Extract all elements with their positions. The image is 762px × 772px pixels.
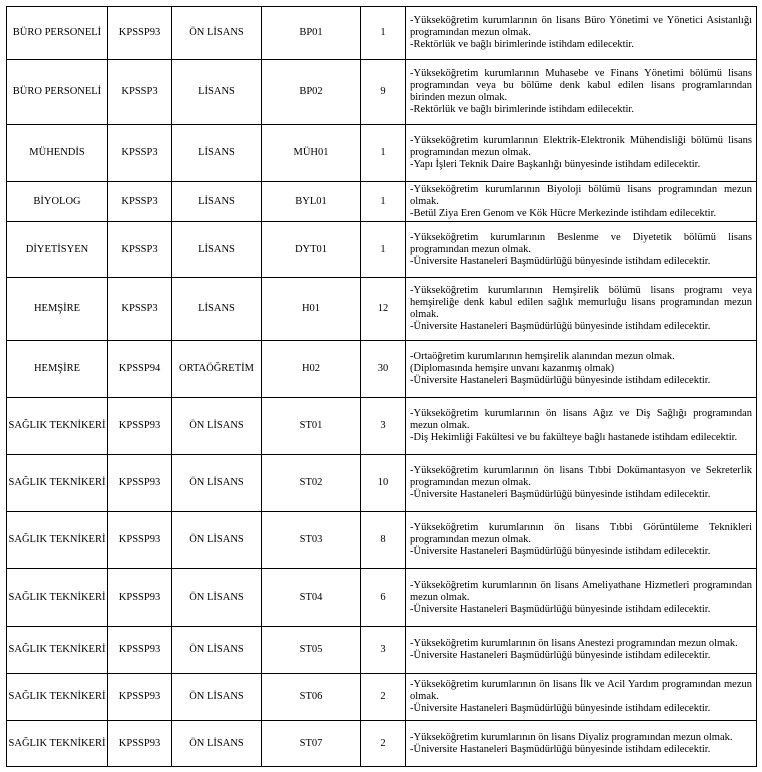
requirement-line: -Yükseköğretim kurumlarının Biyoloji bölümü lisans programından mezun olmak. <box>410 183 752 207</box>
exam-type: KPSSP93 <box>108 721 172 767</box>
requirement-line: -Yükseköğretim kurumlarının ön lisans Tıbbi Görüntüleme Teknikleri programından mezun olmak. <box>410 522 752 545</box>
position-code: H02 <box>262 341 361 398</box>
exam-type: KPSSP3 <box>108 182 172 222</box>
position-code: ST03 <box>262 512 361 569</box>
position-code: BYL01 <box>262 182 361 222</box>
position-count: 1 <box>361 182 406 222</box>
position-count: 2 <box>361 674 406 721</box>
table-row <box>7 125 757 182</box>
position-title: SAĞLIK TEKNİKERİ <box>7 627 108 674</box>
position-count: 1 <box>361 222 406 278</box>
table-row <box>7 182 757 222</box>
requirement-line: -Üniversite Hastaneleri Başmüdürlüğü bünyesinde istihdam edilecektir. <box>410 255 711 267</box>
requirement-line: -Üniversite Hastaneleri Başmüdürlüğü bünyesinde istihdam edilecektir. <box>410 375 711 386</box>
requirement-line: -Yükseköğretim kurumlarının Hemşirelik bölümü lisans programı veya hemşireliğe denk kabul edilen sağlık memurluğu lisans programından mezun olmak. <box>410 285 752 320</box>
position-title: SAĞLIK TEKNİKERİ <box>7 674 108 721</box>
position-title: SAĞLIK TEKNİKERİ <box>7 455 108 512</box>
requirement-line: -Betül Ziya Eren Genom ve Kök Hücre Merkezinde istihdam edilecektir. <box>410 207 717 219</box>
requirement-line: -Ortaöğretim kurumlarının hemşirelik alanından mezun olmak. <box>410 351 675 362</box>
education-level: ÖN LİSANS <box>172 398 262 455</box>
requirement-line: -Üniversite Hastaneleri Başmüdürlüğü bünyesinde istihdam edilecektir. <box>410 743 711 755</box>
requirement-line: -Üniversite Hastaneleri Başmüdürlüğü bünyesinde istihdam edilecektir. <box>410 603 711 615</box>
requirements <box>406 125 757 182</box>
table-row <box>7 512 757 569</box>
table-row <box>7 278 757 341</box>
education-level: ÖN LİSANS <box>172 7 262 60</box>
position-title: HEMŞİRE <box>7 341 108 398</box>
table-row <box>7 398 757 455</box>
requirement-line: -Yükseköğretim kurumlarının ön lisans Büro Yönetimi ve Yönetici Asistanlığı programından mezun olmak. <box>410 15 752 38</box>
position-count: 10 <box>361 455 406 512</box>
exam-type: KPSSP93 <box>108 569 172 627</box>
position-title: BÜRO PERSONELİ <box>7 60 108 125</box>
exam-type: KPSSP3 <box>108 278 172 341</box>
position-title: DİYETİSYEN <box>7 222 108 278</box>
requirements <box>406 182 757 222</box>
requirement-line: -Yükseköğretim kurumlarının ön lisans İlk ve Acil Yardım programından mezun olmak. <box>410 679 752 702</box>
requirement-line: -Yükseköğretim kurumlarının Elektrik-Elektronik Mühendisliği bölümü lisans programından mezun olmak. <box>410 135 752 158</box>
table-row <box>7 7 757 60</box>
exam-type: KPSSP93 <box>108 455 172 512</box>
position-code: BP02 <box>262 60 361 125</box>
table-row <box>7 341 757 398</box>
requirement-line: -Yükseköğretim kurumlarının ön lisans Tıbbi Dokümantasyon ve Sekreterlik programından mezun olmak. <box>410 465 752 488</box>
positions-table <box>6 6 757 767</box>
education-level: ORTAÖĞRETİM <box>172 341 262 398</box>
table-row <box>7 569 757 627</box>
position-title: SAĞLIK TEKNİKERİ <box>7 569 108 627</box>
position-code: ST01 <box>262 398 361 455</box>
education-level: ÖN LİSANS <box>172 627 262 674</box>
position-title: SAĞLIK TEKNİKERİ <box>7 512 108 569</box>
exam-type: KPSSP3 <box>108 222 172 278</box>
position-title: HEMŞİRE <box>7 278 108 341</box>
document-page <box>6 6 757 767</box>
table-row <box>7 222 757 278</box>
requirements <box>406 341 757 398</box>
table-row <box>7 60 757 125</box>
table-row <box>7 674 757 721</box>
position-code: ST06 <box>262 674 361 721</box>
requirement-line: -Rektörlük ve bağlı birimlerinde istihdam edilecektir. <box>410 39 634 50</box>
requirements <box>406 398 757 455</box>
education-level: ÖN LİSANS <box>172 569 262 627</box>
position-count: 3 <box>361 398 406 455</box>
requirement-line: -Yükseköğretim kurumlarının ön lisans Diyaliz programından mezun olmak. <box>410 731 733 743</box>
requirements <box>406 222 757 278</box>
position-code: ST07 <box>262 721 361 767</box>
requirement-line: -Yükseköğretim kurumlarının ön lisans Ameliyathane Hizmetleri programından mezun olmak. <box>410 579 752 603</box>
position-code: DYT01 <box>262 222 361 278</box>
position-code: BP01 <box>262 7 361 60</box>
position-count: 9 <box>361 60 406 125</box>
table-row <box>7 721 757 767</box>
position-count: 3 <box>361 627 406 674</box>
requirements <box>406 7 757 60</box>
requirement-line: -Yükseköğretim kurumlarının Beslenme ve Diyetetik bölümü lisans programından mezun olmak. <box>410 231 752 255</box>
requirement-line: -Üniversite Hastaneleri Başmüdürlüğü bünyesinde istihdam edilecektir. <box>410 489 711 500</box>
table-row <box>7 455 757 512</box>
education-level: ÖN LİSANS <box>172 721 262 767</box>
requirements <box>406 721 757 767</box>
education-level: LİSANS <box>172 60 262 125</box>
position-code: H01 <box>262 278 361 341</box>
position-title: BÜRO PERSONELİ <box>7 7 108 60</box>
education-level: ÖN LİSANS <box>172 512 262 569</box>
requirement-line: -Diş Hekimliği Fakültesi ve bu fakülteye bağlı hastanede istihdam edilecektir. <box>410 432 738 443</box>
requirement-line: -Yapı İşleri Teknik Daire Başkanlığı bünyesinde istihdam edilecektir. <box>410 159 701 170</box>
position-code: ST02 <box>262 455 361 512</box>
requirements <box>406 569 757 627</box>
position-code: ST04 <box>262 569 361 627</box>
position-title: SAĞLIK TEKNİKERİ <box>7 721 108 767</box>
requirements <box>406 512 757 569</box>
requirement-line: -Üniversite Hastaneleri Başmüdürlüğü bünyesinde istihdam edilecektir. <box>410 321 711 332</box>
requirement-line: (Diplomasında hemşire unvanı kazanmış olmak) <box>410 363 615 374</box>
exam-type: KPSSP93 <box>108 512 172 569</box>
position-count: 1 <box>361 7 406 60</box>
requirements <box>406 674 757 721</box>
position-count: 1 <box>361 125 406 182</box>
position-count: 30 <box>361 341 406 398</box>
requirement-line: -Yükseköğretim kurumlarının ön lisans Anestezi programından mezun olmak. <box>410 638 738 649</box>
position-code: MÜH01 <box>262 125 361 182</box>
requirements <box>406 627 757 674</box>
requirements <box>406 278 757 341</box>
requirement-line: -Üniversite Hastaneleri Başmüdürlüğü bünyesinde istihdam edilecektir. <box>410 650 711 661</box>
exam-type: KPSSP93 <box>108 398 172 455</box>
position-count: 8 <box>361 512 406 569</box>
requirements <box>406 455 757 512</box>
requirement-line: -Üniversite Hastaneleri Başmüdürlüğü bünyesinde istihdam edilecektir. <box>410 703 711 714</box>
exam-type: KPSSP3 <box>108 125 172 182</box>
exam-type: KPSSP93 <box>108 674 172 721</box>
position-count: 2 <box>361 721 406 767</box>
requirement-line: -Üniversite Hastaneleri Başmüdürlüğü bünyesinde istihdam edilecektir. <box>410 546 711 557</box>
table-row <box>7 627 757 674</box>
education-level: ÖN LİSANS <box>172 674 262 721</box>
position-title: MÜHENDİS <box>7 125 108 182</box>
education-level: ÖN LİSANS <box>172 455 262 512</box>
position-title: BİYOLOG <box>7 182 108 222</box>
exam-type: KPSSP93 <box>108 7 172 60</box>
exam-type: KPSSP3 <box>108 60 172 125</box>
education-level: LİSANS <box>172 278 262 341</box>
education-level: LİSANS <box>172 222 262 278</box>
education-level: LİSANS <box>172 125 262 182</box>
position-count: 6 <box>361 569 406 627</box>
position-count: 12 <box>361 278 406 341</box>
requirements <box>406 60 757 125</box>
exam-type: KPSSP93 <box>108 627 172 674</box>
exam-type: KPSSP94 <box>108 341 172 398</box>
education-level: LİSANS <box>172 182 262 222</box>
position-title: SAĞLIK TEKNİKERİ <box>7 398 108 455</box>
requirement-line: -Yükseköğretim kurumlarının Muhasebe ve Finans Yönetimi bölümü lisans programından veya bu bölüme denk kabul edilen lisans programlarından birinden mezun olmak. <box>410 68 752 103</box>
requirement-line: -Rektörlük ve bağlı birimlerinde istihdam edilecektir. <box>410 104 634 115</box>
position-code: ST05 <box>262 627 361 674</box>
requirement-line: -Yükseköğretim kurumlarının ön lisans Ağız ve Diş Sağlığı programından mezun olmak. <box>410 408 752 431</box>
